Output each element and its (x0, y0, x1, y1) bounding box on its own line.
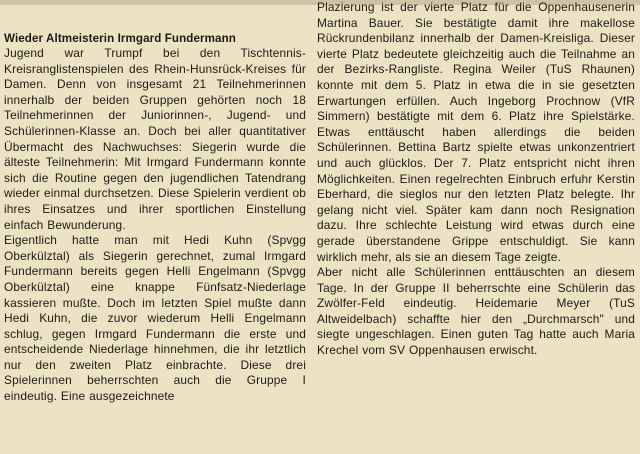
article-paragraph: Aber nicht alle Schülerinnen enttäuschten an diesem Tage. In der Gruppe II beherrschte eine Schülerin das Zwölfer-Feld eindeutig. Heidemarie Meyer (TuS Altweidelbach) schaffte hier den „Durchmarsch" und siegte ungeschlagen. Einen guten Tag hatte auch Maria Krechel vom SV Oppenhausen erwischt. (317, 265, 635, 358)
article-column-right (317, 0, 635, 448)
article-paragraph: Jugend war Trumpf bei den Tischtennis-Kreisranglistenspielen des Rhein-Hunsrück-Kreises für Damen. Denn von insgesamt 21 Teilnehmerinnen innerhalb der beiden Gruppen gehörten noch 18 Teilnehmerinnen der Juniorinnen-, Jugend- und Schülerinnen-Klasse an. Doch bei aller quantitativer Übermacht des Nachwuchses: Siegerin wurde die älteste Teilnehmerin: Mit Irmgard Fundermann konnte sich die Routine gegen den jugendlichen Tatendrang wieder einmal durchsetzen. Diese Spielerin verdient ob ihres Einsatzes und ihrer sportlichen Einstellung einfach Bewunderung. (4, 46, 306, 232)
article-headline: Wieder Altmeisterin Irmgard Fundermann (4, 32, 236, 45)
article-column-left (4, 4, 306, 452)
article-paragraph: Plazierung ist der vierte Platz für die Oppenhausenerin Martina Bauer. Sie bestätigte damit ihre makellose Rückrundenbilanz innerhalb der Damen-Kreisliga. Dieser vierte Platz bedeutete gleichzeitig auch die Teilnahme an der Bezirks-Rangliste. Regina Weiler (TuS Rhaunen) konnte mit dem 5. Platz in etwa die in sie gesetzten Erwartungen erfüllen. Auch Ingeborg Prochnow (VfR Simmern) bestätigte mit dem 6. Platz ihre Spielstärke. Etwas enttäuscht haben allerdings die beiden Schülerinnen. Bettina Bartz spielte etwas unkonzentriert und auch glücklos. Der 7. Platz entspricht nicht ihren Möglichkeiten. Einen regelrechten Einbruch erfuhr Kerstin Eberhard, die sieglos nur den letzten Platz belegte. Ihr gelang nicht viel. Später kam dann noch Resignation dazu. Ihre schlechte Leistung wird etwas durch eine gerade überstandene Grippe entschuldigt. Sie kann wirklich mehr, als sie an diesem Tage zeigte. (317, 0, 635, 264)
article-paragraph: Eigentlich hatte man mit Hedi Kuhn (Spvgg Oberkülztal) als Siegerin gerechnet, zumal Irmgard Fundermann bereits gegen Helli Engelmann (Spvgg Oberkülztal) eine knappe Fünfsatz-Niederlage kassieren mußte. Doch im letzten Spiel mußte dann Hedi Kuhn, die zuvor wiederum Helli Engelmann schlug, gegen Irmgard Fundermann die erste und entscheidende Niederlage hinnehmen, die ihr letztlich nur den zweiten Platz einbrachte. Diese drei Spielerinnen beherrschten auch die Gruppe I eindeutig. Eine ausgezeichnete (4, 233, 306, 404)
